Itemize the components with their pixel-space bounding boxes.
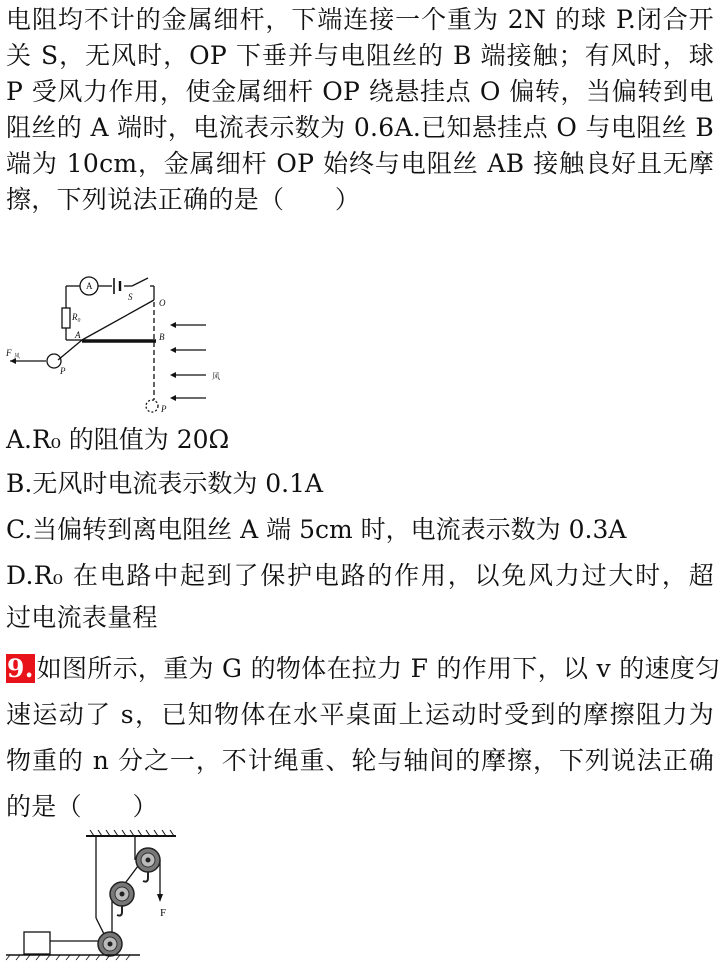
- fixed-pulley-bottom: [98, 932, 122, 956]
- wind-circuit-figure: [0, 268, 240, 420]
- question9-stem-line: 9. 如图所示，重为 G 的物体在拉力 F 的作用下，以 v 的速度匀: [7, 654, 720, 683]
- question8-stem: [6, 2, 714, 218]
- option-d-line: D.R₀ 在电路中起到了保护电路的作用，以免风力过大时，超: [6, 561, 714, 590]
- option-c: C.当偏转到离电阻丝 A 端 5cm 时，电流表示数为 0.3A: [6, 515, 627, 544]
- switch-label: S: [128, 292, 133, 302]
- movable-pulley: [110, 882, 134, 916]
- question8-stem-line: 阻丝的 A 端时，电流表示数为 0.6A.已知悬挂点 O 与电阻丝 B: [6, 113, 714, 142]
- force-label: F: [6, 348, 12, 358]
- question9-stem-line: 速运动了 s，已知物体在水平桌面上运动时受到的摩擦阻力为: [6, 700, 714, 729]
- force-subscript: 风: [14, 354, 21, 360]
- question8-stem-line: 关 S，无风时，OP 下垂并与电阻丝的 B 端接触；有风时，球: [6, 41, 714, 70]
- question8-stem-line: 端为 10cm，金属细杆 OP 始终与电阻丝 AB 接触良好且无摩: [6, 149, 714, 178]
- fixed-pulley-top: [136, 848, 160, 882]
- question8-stem-line: 擦，下列说法正确的是（ ）: [6, 185, 361, 214]
- pulley-force-label: F: [160, 907, 167, 919]
- wind-label: 风: [212, 372, 220, 381]
- ammeter-label: A: [86, 281, 93, 291]
- question9-stem-line: 的是（ ）: [6, 792, 158, 821]
- ball-dashed-label: P: [161, 404, 167, 414]
- pulley-figure: [0, 826, 200, 976]
- point-b-label: B: [159, 332, 165, 342]
- point-a-label: A: [75, 330, 81, 340]
- point-o-label: O: [159, 298, 166, 308]
- option-d: [6, 558, 714, 636]
- ball-label: P: [60, 366, 66, 376]
- question9-number: 9.: [7, 654, 34, 683]
- option-d-line: 过电流表量程: [6, 603, 158, 632]
- option-a: A.R₀ 的阻值为 20Ω: [6, 425, 230, 454]
- option-b: B.无风时电流表示数为 0.1A: [6, 469, 324, 498]
- question8-stem-line: 电阻均不计的金属细杆，下端连接一个重为 2N 的球 P.闭合开: [6, 5, 714, 34]
- question9-stem: [6, 646, 720, 830]
- resistor-label: R₀: [72, 312, 81, 322]
- question8-stem-line: P 受风力作用，使金属细杆 OP 绕悬挂点 O 偏转，当偏转到电: [6, 77, 714, 106]
- object-block: [24, 932, 50, 954]
- question9-stem-line: 物重的 n 分之一，不计绳重、轮与轴间的摩擦，下列说法正确: [6, 746, 714, 775]
